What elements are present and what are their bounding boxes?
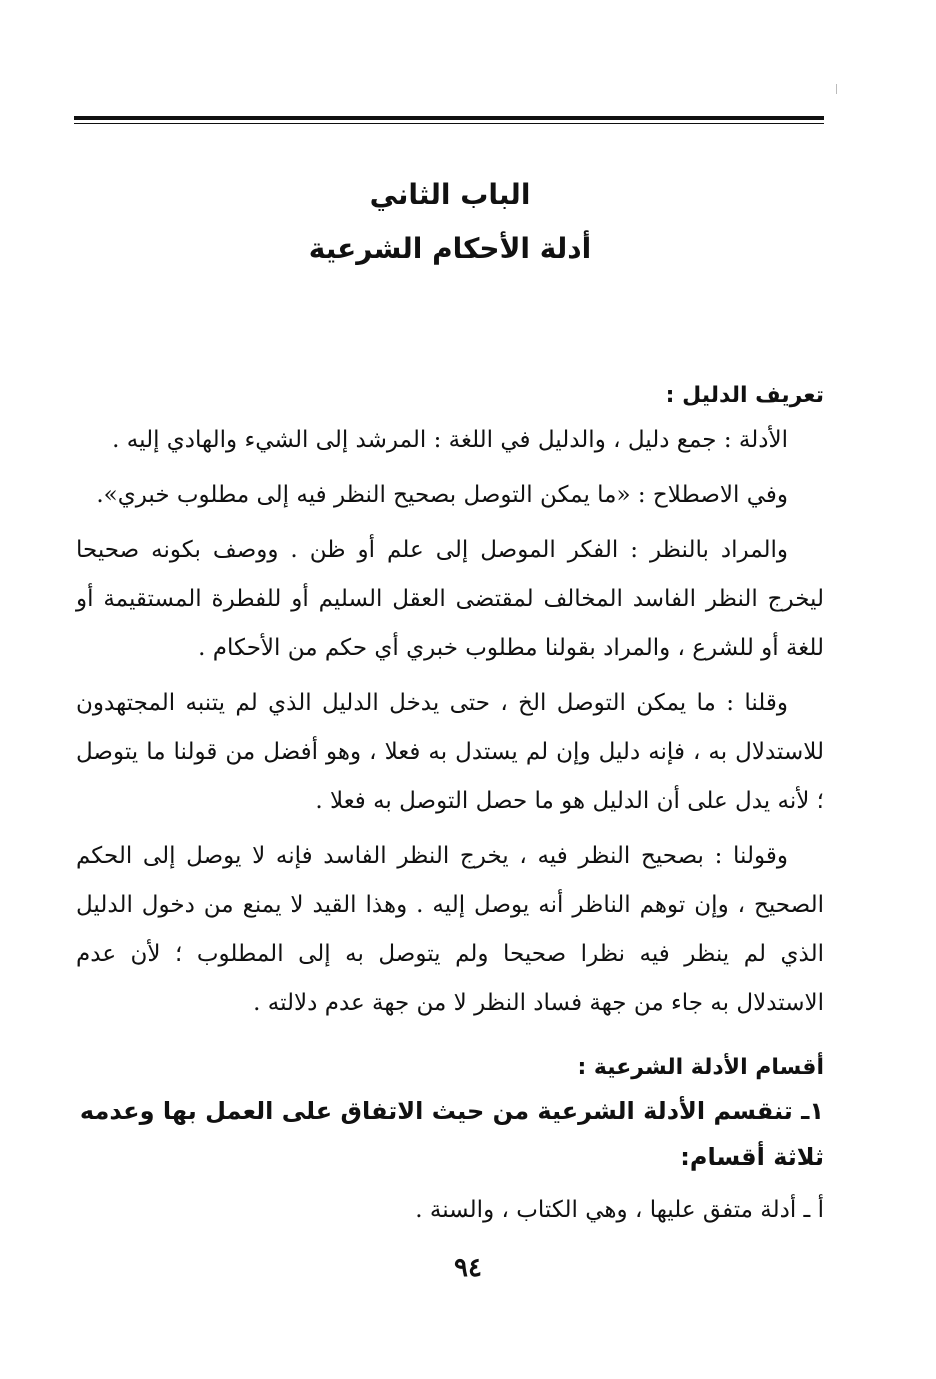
definition-paragraph-5: وقولنا : بصحيح النظر فيه ، يخرج النظر الفاسد فإنه لا يوصل إلى الحكم الصحيح ، وإن توهم الناظر أنه يوصل إليه . وهذا القيد لا يمنع من دخول الدليل الذي لم ينظر فيه نظرا صحيحا ولم يتوصل به إلى المطلوب ؛ لأن عدم الاستدلال به جاء من جهة فساد النظر لا من جهة عدم دلالته .: [76, 843, 824, 1016]
division-item-1a: أ ـ أدلة متفق عليها ، وهي الكتاب ، والسنة .: [415, 1197, 824, 1223]
spacer: [76, 276, 824, 376]
chapter-subtitle: أدلة الأحكام الشرعية: [308, 232, 592, 265]
definition-paragraph-1: الأدلة : جمع دليل ، والدليل في اللغة : المرشد إلى الشيء والهادي إليه .: [112, 427, 788, 453]
definition-heading: تعريف الدليل :: [665, 383, 824, 408]
header-rule-thin: [74, 123, 824, 124]
divisions-heading: أقسام الأدلة الشرعية :: [577, 1055, 824, 1080]
definition-paragraph-3: والمراد بالنظر : الفكر الموصل إلى علم أو ظن . ووصف بكونه صحيحا ليخرج النظر الفاسد المخالف لمقتضى العقل السليم أو للفطرة المستقيمة أو للغة أو للشرع ، والمراد بقولنا مطلوب خبري أي حكم من الأحكام .: [76, 537, 824, 661]
page-body: [76, 168, 824, 1235]
scan-mark: [836, 84, 837, 94]
division-item-1: ١ـ تنقسم الأدلة الشرعية من حيث الاتفاق على العمل بها وعدمه ثلاثة أقسام:: [79, 1097, 824, 1171]
definition-paragraph-4: وقلنا : ما يمكن التوصل الخ ، حتى يدخل الدليل الذي لم يتنبه المجتهدون للاستدلال به ، فإنه دليل وإن لم يستدل به فعلا ، وهو أفضل من قولنا ما يتوصل ؛ لأنه يدل على أن الدليل هو ما حصل التوصل به فعلا .: [76, 690, 824, 814]
page-number: ٩٤: [454, 1253, 482, 1283]
definition-paragraph-2: وفي الاصطلاح : «ما يمكن التوصل بصحيح النظر فيه إلى مطلوب خبري».: [96, 482, 788, 508]
header-rule-thick: [74, 116, 824, 120]
chapter-title: الباب الثاني: [369, 178, 531, 211]
